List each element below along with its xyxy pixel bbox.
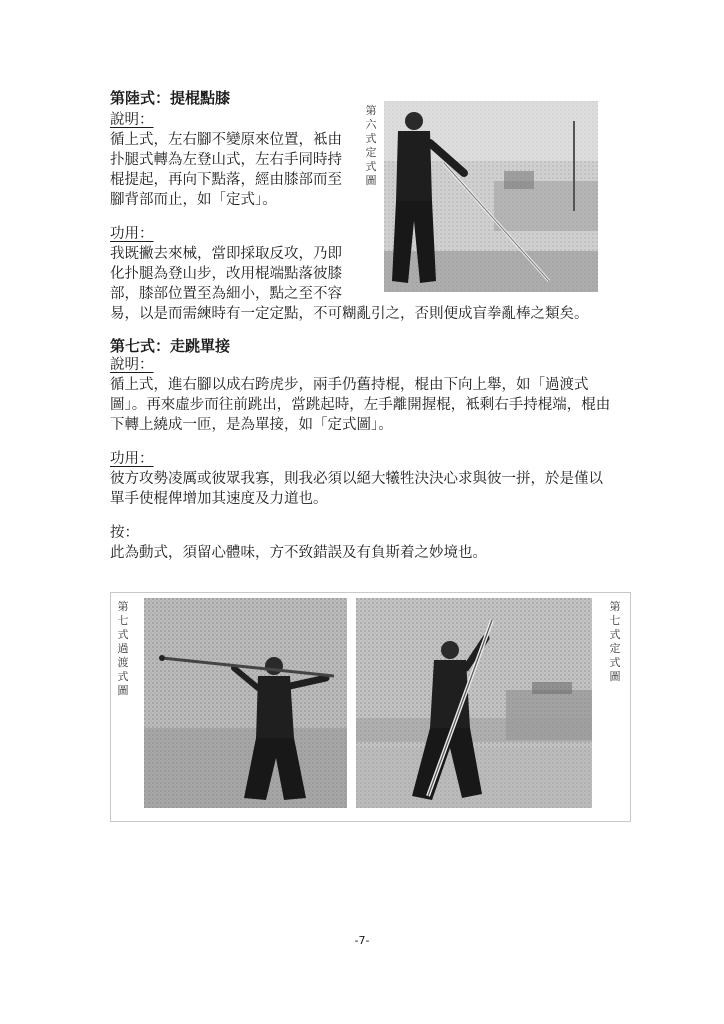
section6-use-line: 我既撇去來械，當即採取反攻，乃即: [110, 246, 342, 262]
figure7-transition-caption: 第七式過渡式圖: [117, 600, 129, 697]
section7-use-line: 彼方攻勢凌厲或彼眾我寡，則我必須以絕大犧牲決決心求與彼一拼，於是僅以: [110, 471, 603, 487]
figure7-final-photo: [356, 598, 592, 808]
section6-desc-line: 棍提起，再向下點落，經由膝部而至: [110, 172, 342, 188]
figure6-caption: 第六式定式圖: [365, 104, 377, 187]
figure6-photo: [384, 101, 598, 292]
section7-title: 第七式：走跳單接: [110, 337, 231, 355]
section7-desc-label: 說明：: [110, 357, 154, 373]
figure7-transition-photo: [144, 598, 347, 808]
section7-use-line: 單手使棍俾增加其速度及力道也。: [110, 491, 328, 507]
section6-title: 第陸式：提棍點膝: [110, 89, 231, 107]
section6-use-label: 功用：: [110, 226, 154, 242]
section6-desc-line: 循上式，左右腳不變原來位置，袛由: [110, 132, 342, 148]
section6-desc-line: 扑腿式轉為左登山式，左右手同時持: [110, 152, 342, 168]
page-number: -7-: [354, 934, 370, 947]
section7-desc-line: 下轉上繞成一匝，是為單接，如「定式圖」。: [110, 417, 393, 433]
section6-desc-label: 說明：: [110, 112, 154, 128]
section7-note-line: 此為動式，須留心體味，方不致錯誤及有負斯着之妙境也。: [110, 545, 487, 561]
section6-use-line: 易，以是而需練時有一定定點，不可糊亂引之，否則便成盲拳亂棒之類矣。: [110, 306, 589, 322]
section7-note-label: 按：: [110, 525, 139, 541]
section6-desc-line: 腳背部而止，如「定式」。: [110, 192, 277, 208]
section6-use-line: 部，膝部位置至為細小，點之至不容: [110, 286, 342, 302]
figure7-final-caption: 第七式定式圖: [609, 600, 621, 683]
section6-use-line: 化扑腿為登山步，改用棍端點落彼膝: [110, 266, 342, 282]
section7-use-label: 功用：: [110, 451, 154, 467]
section7-desc-line: 循上式，進右腳以成右跨虎步，兩手仍舊持棍，棍由下向上舉，如「過渡式: [110, 377, 589, 393]
section7-desc-line: 圖」。再來虛步而往前跳出，當跳起時，左手離開握棍，袛剩右手持棍端，棍由: [110, 397, 611, 413]
